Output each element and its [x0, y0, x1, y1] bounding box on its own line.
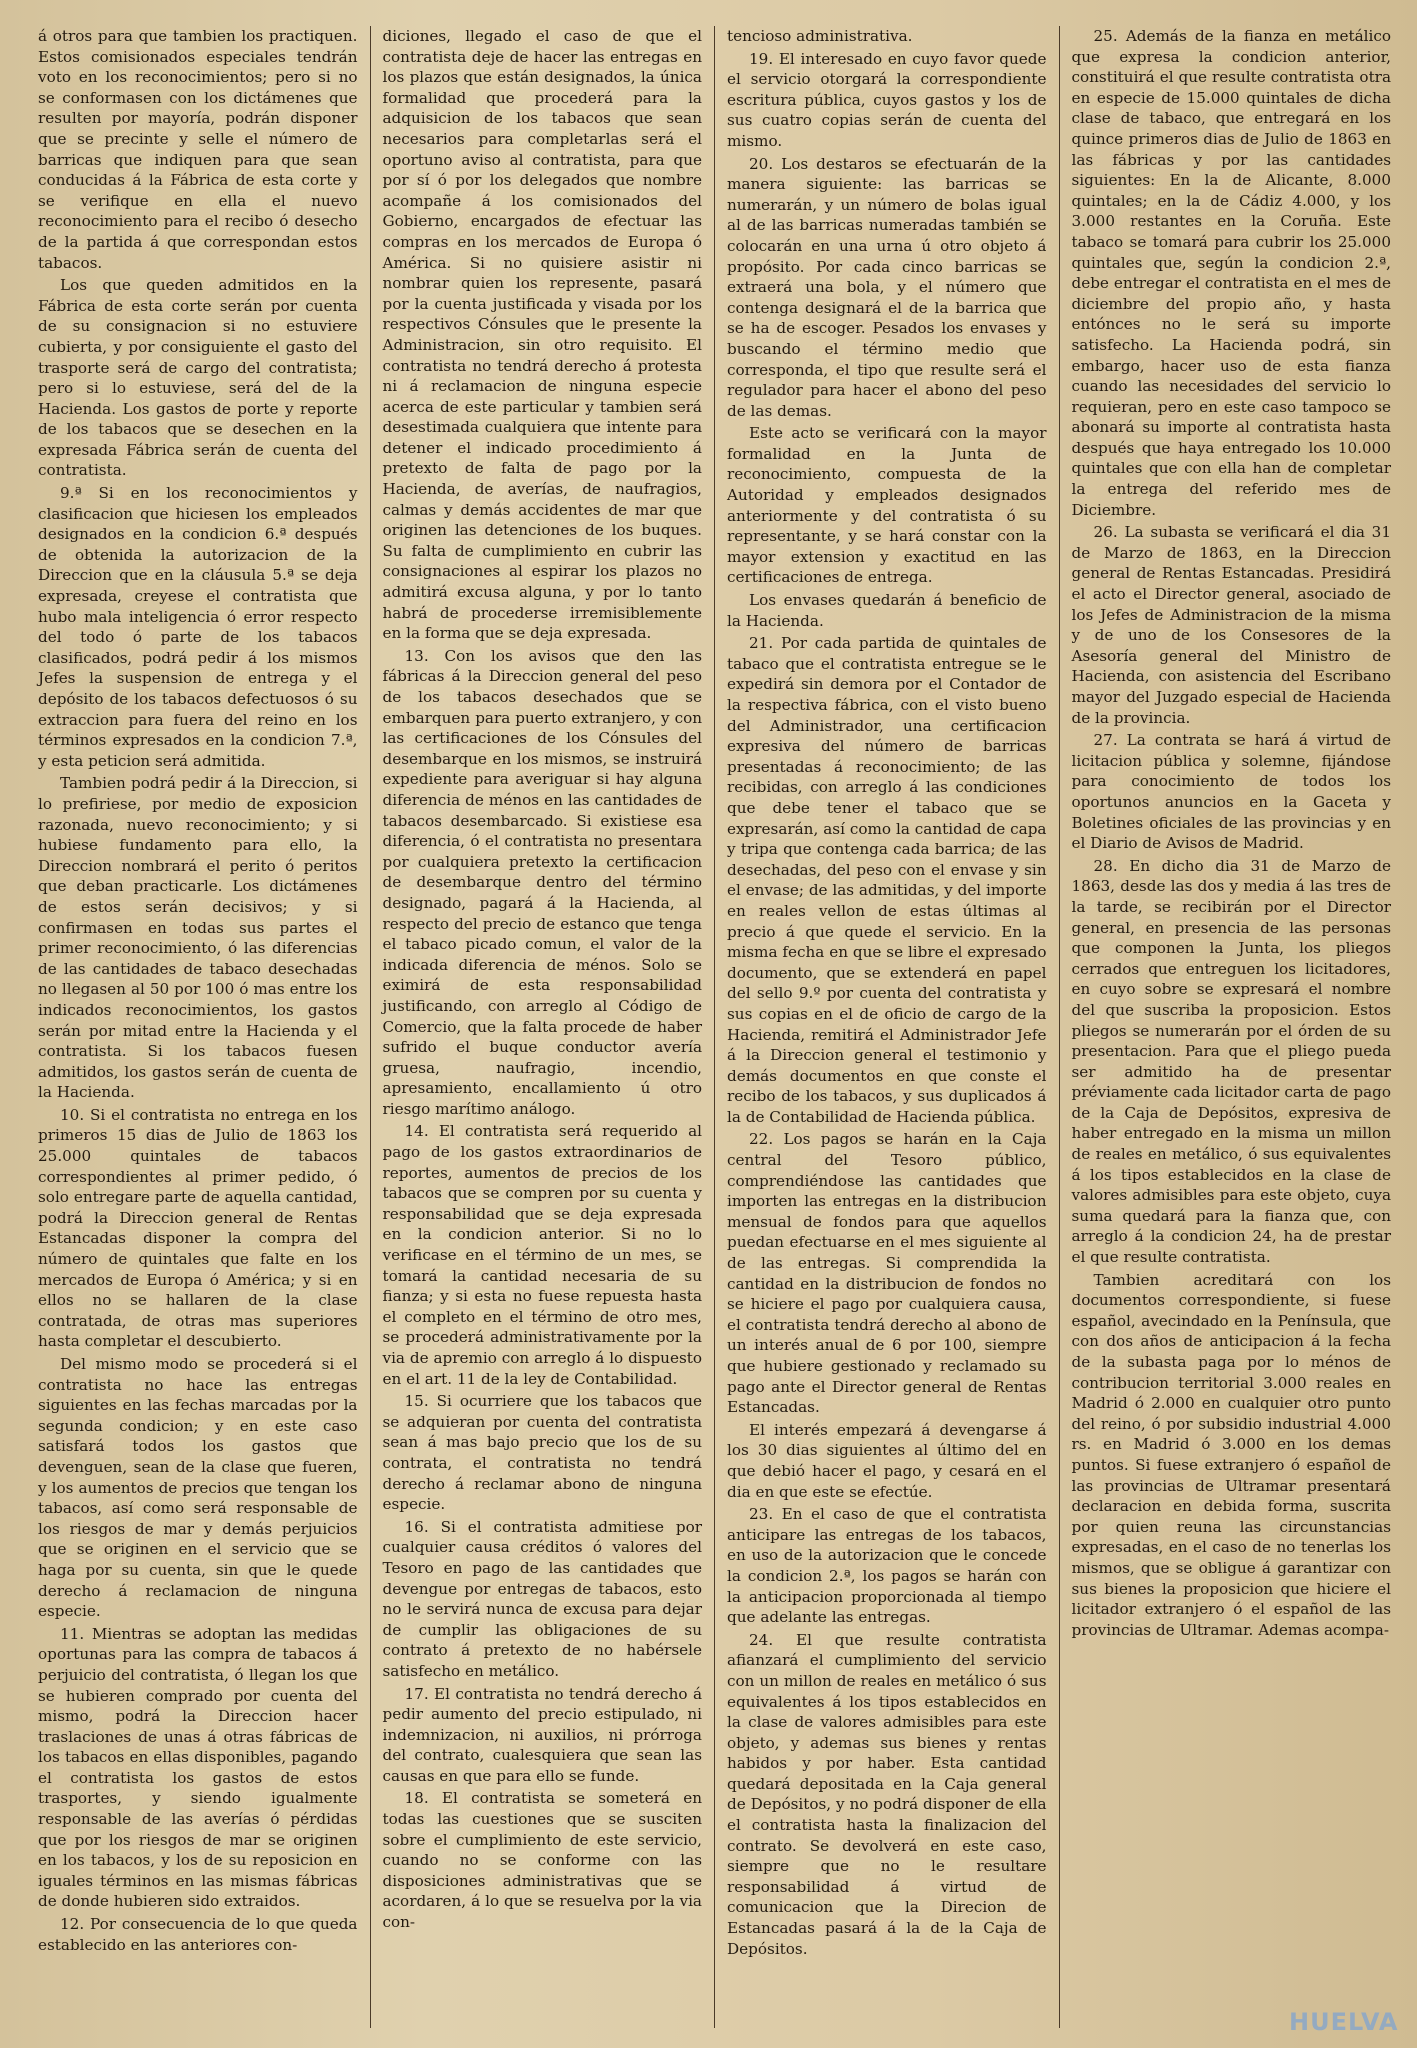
paragraph: 17. El contratista no tendrá derecho á pedir aumento del precio estipulado, ni indemnizacion, ni auxilios, ni prórroga del contrato, cualesquiera que sean las causas en que para ello se funde.	[382, 1684, 702, 1785]
paragraph: 15. Si ocurriere que los tabacos que se adquieran por cuenta del contratista sean á mas bajo precio que los de su contrata, el contratista no tendrá derecho á reclamar abono de ninguna especie.	[382, 1392, 702, 1514]
paragraph: Los que queden admitidos en la Fábrica de esta corte serán por cuenta de su consignacion si no estuviere cubierta, y por consiguiente el gasto del trasporte será de cargo del contratista; pero si lo estuviese, será del de la Hacienda. Los gastos de porte y reporte de los tabacos que se desechen en la expresada Fábrica serán de cuenta del contratista.	[38, 276, 358, 480]
paragraph: Este acto se verificará con la mayor formalidad en la Junta de reconocimiento, compuesta de la Autoridad y empleados designados anteriormente y del contratista ó su representante, y se hará constar con la mayor extension y exactitud en las certificaciones de entrega.	[727, 424, 1047, 587]
paragraph: Los envases quedarán á beneficio de la Hacienda.	[727, 591, 1047, 630]
paragraph: 19. El interesado en cuyo favor quede el servicio otorgará la correspondiente escritura pública, cuyos gastos y los de sus cuatro copias serán de cuenta del mismo.	[727, 49, 1047, 150]
paragraph: 22. Los pagos se harán en la Caja central del Tesoro público, comprendiéndose las cantidades que importen las entregas en la distribucion mensual de fondos para que aquellos puedan efectuarse en el mes siguiente al de las entregas. Si comprendida la cantidad en la distribucion de fondos no se hiciere el pago por cualquiera causa, el contratista tendrá derecho al abono de un interés anual de 6 por 100, siempre que hubiere gestionado y reclamado su pago ante el Director general de Rentas Estancadas.	[727, 1130, 1047, 1417]
paragraph: 20. Los destaros se efectuarán de la manera siguiente: las barricas se numerarán, y un número de bolas igual al de las barricas numeradas también se colocarán en una urna ú otro objeto á propósito. Por cada cinco barricas se extraerá una bola, y el número que contenga designará el de la barrica que se ha de escoger. Pesados los envases y buscando el término medio que corresponda, el tipo que resulte será el regulador para hacer el abono del peso de las demas.	[727, 154, 1047, 420]
paragraph: á otros para que tambien los practiquen. Estos comisionados especiales tendrán voto en los reconocimientos; pero si no se conformasen con los dictámenes que resulten por mayoría, podrán disponer que se precinte y selle el número de barricas que indiquen para que sean conducidas á la Fábrica de esta corte y se verifique en ella el nuevo reconocimiento para el recibo ó desecho de la partida á que correspondan estos tabacos.	[38, 27, 358, 272]
paragraph: tencioso administrativa.	[727, 27, 913, 45]
paragraph: 14. El contratista será requerido al pago de los gastos extraordinarios de reportes, aumentos de precios de los tabacos que se compren por su cuenta y responsabilidad que se deja expresada en la condicion anterior. Si no lo verificase en el término de un mes, se tomará la cantidad necesaria de su fianza; y si esta no fuese repuesta hasta el completo en el término de otro mes, se procederá administrativamente por la via de apremio con arreglo á lo dispuesto en el art. 11 de la ley de Contabilidad.	[382, 1122, 702, 1388]
paragraph: 26. La subasta se verificará el dia 31 de Marzo de 1863, en la Direccion general de Rentas Estancadas. Presidirá el acto el Director general, asociado de los Jefes de Administracion de la misma y de uno de los Consesores de la Asesoría general del Ministro de Hacienda, con asistencia del Escribano mayor del Juzgado especial de Hacienda de la provincia.	[1071, 523, 1391, 727]
paragraph: 24. El que resulte contratista afianzará el cumplimiento del servicio con un millon de reales en metálico ó sus equivalentes á los tipos establecidos en la clase de valores admisibles para este objeto, y ademas sus bienes y rentas habidos y por haber. Esta cantidad quedará depositada en la Caja general de Depósitos, y no podrá disponer de ella el contratista hasta la finalizacion del contrato. Se devolverá en este caso, siempre que no le resultare responsabilidad á virtud de comunicacion que la Direcion de Estancadas pasará á la de la Caja de Depósitos.	[727, 1630, 1047, 1958]
archive-watermark: HUELVA	[1289, 2008, 1399, 2036]
paragraph: 16. Si el contratista admitiese por cualquier causa créditos ó valores del Tesoro en pago de las cantidades que devengue por entregas de tabacos, esto no le servirá nunca de excusa para dejar de cumplir las obligaciones de su contrato á pretexto de no habérsele satisfecho en metálico.	[382, 1517, 702, 1680]
paragraph: 13. Con los avisos que den las fábricas á la Direccion general del peso de los tabacos desechados que se embarquen para puerto extranjero, y con las certificaciones de los Cónsules del desembarque en los mismos, se instruirá expediente para averiguar si hay alguna diferencia de ménos en las cantidades de tabacos desembarcado. Si existiese esa diferencia, ó el contratista no presentara por cualquiera pretexto la certificacion de desembarque dentro del término designado, pagará á la Hacienda, al respecto del precio de estanco que tenga el tabaco picado comun, el valor de la indicada diferencia de ménos. Solo se eximirá de esta responsabilidad justificando, con arreglo al Código de Comercio, que la falta procede de haber sufrido el buque conductor avería gruesa, naufragio, incendio, apresamiento, encallamiento ú otro riesgo marítimo análogo.	[382, 646, 702, 1118]
text-columns	[26, 26, 1403, 2028]
paragraph: 27. La contrata se hará á virtud de licitacion pública y solemne, fijándose para conocimiento de todos los oportunos anuncios en la Gaceta y Boletines oficiales de las provincias y en el Diario de Avisos de Madrid.	[1071, 731, 1391, 853]
paragraph: 9.ª Si en los reconocimientos y clasificacion que hiciesen los empleados designados en la condicion 6.ª después de obtenida la autorizacion de la Direccion que en la cláusula 5.ª se deja expresada, creyese el contratista que hubo mala inteligencia ó error respecto del todo ó parte de los tabacos clasificados, podrá pedir á los mismos Jefes la suspension de entrega y el depósito de los tabacos defectuosos ó su extraccion para fuera del reino en los términos expresados en la condicion 7.ª, y esta peticion será admitida.	[38, 484, 358, 770]
column-2	[370, 26, 715, 2028]
column-4	[1059, 26, 1404, 2028]
paragraph: 23. En el caso de que el contratista anticipare las entregas de los tabacos, en uso de la autorizacion que le concede la condicion 2.ª, los pagos se harán con la anticipacion proporcionada al tiempo que adelante las entregas.	[727, 1505, 1047, 1627]
paragraph: diciones, llegado el caso de que el contratista deje de hacer las entregas en los plazos que están designados, la única formalidad que procederá para la adquisicion de los tabacos que sean necesarios para completarlas será el oportuno aviso al contratista, para que por sí ó por los delegados que nombre acompañe á los comisionados del Gobierno, encargados de efectuar las compras en los mercados de Europa ó América. Si no quisiere asistir ni nombrar quien los represente, pasará por la cuenta justificada y visada por los respectivos Cónsules que le presente la Administracion, sin otro requisito. El contratista no tendrá derecho á protesta ni á reclamacion de ninguna especie acerca de este particular y tambien será desestimada cualquiera que intente para detener el indicado procedimiento á pretexto de falta de pago por la Hacienda, de averías, de naufragios, calmas y demás accidentes de mar que originen las detenciones de los buques. Su falta de cumplimiento en cubrir las consignaciones al espirar los plazos no admitirá excusa alguna, y por lo tanto habrá de procederse irremisiblemente en la forma que se deja expresada.	[382, 27, 702, 643]
paragraph: 12. Por consecuencia de lo que queda establecido en las anteriores con-	[38, 1915, 358, 1954]
paragraph: Tambien podrá pedir á la Direccion, si lo prefiriese, por medio de exposicion razonada, nuevo reconocimiento; y si hubiese fundamento para ello, la Direccion nombrará el perito ó peritos que deban practicarle. Los dictámenes de estos serán decisivos; y si confirmasen en todas sus partes el primer reconocimiento, ó las diferencias de las cantidades de tabaco desechadas no llegasen al 50 por 100 ó mas entre los indicados reconocimientos, los gastos serán por mitad entre la Hacienda y el contratista. Si los tabacos fuesen admitidos, los gastos serán de cuenta de la Hacienda.	[38, 774, 358, 1102]
paragraph: Tambien acreditará con los documentos correspondiente, si fuese español, avecindado en la Península, que con dos años de anticipacion á la fecha de la subasta paga por lo ménos de contribucion territorial 3.000 reales en Madrid ó 2.000 en cualquier otro punto del reino, ó por subsidio industrial 4.000 rs. en Madrid ó 3.000 en los demas puntos. Si fuese extranjero ó español de las provincias de Ultramar presentará declaracion en debida forma, suscrita por quien reuna las circunstancias expresadas, en el caso de no tenerlas los mismos, que se obligue á garantizar con sus bienes la proposicion que hiciere el licitador extranjero ó el español de las provincias de Ultramar. Ademas acompa-	[1071, 1270, 1391, 1639]
paragraph: 11. Mientras se adoptan las medidas oportunas para las compra de tabacos á perjuicio del contratista, ó llegan los que se hubieren comprado por cuenta del mismo, podrá la Direccion hacer traslaciones de unas á otras fábricas de los tabacos en ellas disponibles, pagando el contratista los gastos de estos trasportes, y siendo igualmente responsable de las averías ó pérdidas que por los riesgos de mar se originen en los tabacos, y los de su reposicion en iguales términos en las mismas fábricas de donde hubieren sido extraidos.	[38, 1624, 358, 1911]
paragraph: Del mismo modo se procederá si el contratista no hace las entregas siguientes en las fechas marcadas por la segunda condicion; y en este caso satisfará todos los gastos que devenguen, sean de la clase que fueren, y los aumentos de precios que tengan los tabacos, así como será responsable de los riesgos de mar y demás perjuicios que se originen en el servicio que se haga por su cuenta, sin que le quede derecho á reclamacion de ninguna especie.	[38, 1355, 358, 1621]
column-1	[26, 26, 370, 2028]
paragraph: 25. Además de la fianza en metálico que expresa la condicion anterior, constituirá el que resulte contratista otra en especie de 15.000 quintales de dicha clase de tabaco, que entregará en los quince primeros dias de Julio de 1863 en las fábricas y por las cantidades siguientes: En la de Alicante, 8.000 quintales; en la de Cádiz 4.000, y los 3.000 restantes en la Coruña. Este tabaco se tomará para cubrir los 25.000 quintales que, según la condicion 2.ª, debe entregar el contratista en el mes de diciembre del propio año, y hasta entónces no le será su importe satisfecho. La Hacienda podrá, sin embargo, hacer uso de esta fianza cuando las necesidades del servicio lo requieran, pero en este caso tampoco se abonará su importe al contratista hasta después que haya entregado los 10.000 quintales que con ella han de completar la entrega del referido mes de Diciembre.	[1071, 27, 1391, 519]
paragraph: 28. En dicho dia 31 de Marzo de 1863, desde las dos y media á las tres de la tarde, se recibirán por el Director general, en presencia de las personas que componen la Junta, los pliegos cerrados que entreguen los licitadores, en cuyo sobre se expresará el nombre del que suscriba la proposicion. Estos pliegos se numerarán por el órden de su presentacion. Para que el pliego pueda ser admitido ha de presentar préviamente cada licitador carta de pago de la Caja de Depósitos, expresiva de haber entregado en la misma un millon de reales en metálico, ó sus equivalentes á los tipos establecidos en la clase de valores admisibles para este objeto, cuya suma quedará para la fianza que, con arreglo á la condicion 24, ha de prestar el que resulte contratista.	[1071, 856, 1391, 1267]
paragraph: 21. Por cada partida de quintales de tabaco que el contratista entregue se le expedirá sin demora por el Contador de la respectiva fábrica, con el visto bueno del Administrador, una certificacion expresiva del número de barricas presentadas á reconocimiento; de las recibidas, con arreglo á las condiciones que debe tener el tabaco que se expresarán, así como la cantidad de capa y tripa que contenga cada barrica; de las desechadas, del peso con el envase y sin el envase; de las admitidas, y del importe en reales vellon de estas últimas al precio á que quede el servicio. En la misma fecha en que se libre el expresado documento, que se extenderá en papel del sello 9.º por cuenta del contratista y sus copias en el de oficio de cargo de la Hacienda, remitirá el Administrador Jefe á la Direccion general el testimonio y demás documentos en que conste el recibo de los tabacos, y sus duplicados á la de Contabilidad de Hacienda pública.	[727, 634, 1047, 1126]
paragraph: 10. Si el contratista no entrega en los primeros 15 dias de Julio de 1863 los 25.000 quintales de tabacos correspondientes al primer pedido, ó solo entregare parte de aquella cantidad, podrá la Direccion general de Rentas Estancadas disponer la compra del número de quintales que falte en los mercados de Europa ó América; y si en ellos no se hallaren de la clase contratada, de otras mas superiores hasta completar el descubierto.	[38, 1105, 358, 1351]
paragraph: El interés empezará á devengarse á los 30 dias siguientes al último del en que debió hacer el pago, y cesará en el dia en que este se efectúe.	[727, 1420, 1047, 1501]
paragraph: 18. El contratista se someterá en todas las cuestiones que se susciten sobre el cumplimiento de este servicio, cuando no se conforme con las disposiciones administrativas que se acordaren, á lo que se resuelva por la via con-	[382, 1789, 702, 1932]
column-3	[714, 26, 1059, 2028]
